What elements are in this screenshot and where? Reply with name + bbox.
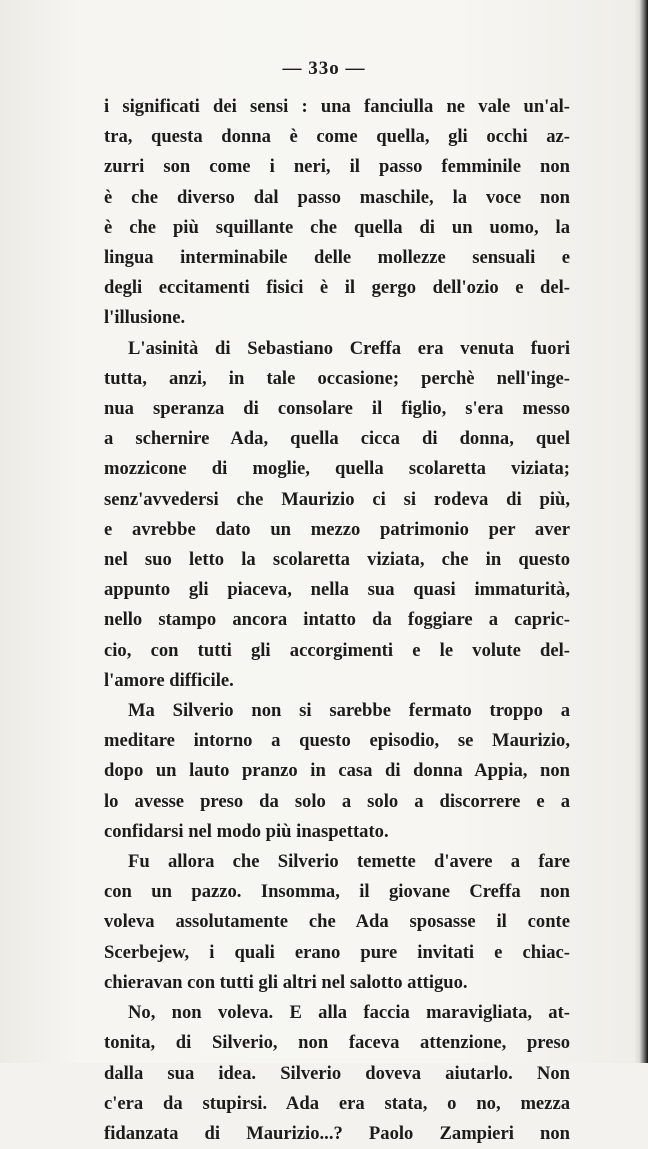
text-line: tra, questa donna è come quella, gli occhi az- [104, 126, 570, 148]
text-line: Scerbejew, i quali erano pure invitati e chiac- [104, 941, 570, 963]
text-line: fidanzata di Maurizio...? Paolo Zampieri non [104, 1122, 570, 1144]
text-line: L'asinità di Sebastiano Creffa era venuta fuori [128, 337, 570, 359]
text-line: mozzicone di moglie, quella scolaretta viziata; [104, 458, 570, 480]
text-line: i significati dei sensi : una fanciulla ne vale un'al- [104, 96, 570, 117]
text-line: tutta, anzi, in tale occasione; perchè nell'inge- [104, 367, 570, 389]
text-line: c'era da stupirsi. Ada era stata, o no, mezza [104, 1092, 570, 1114]
page-edge-shadow [634, 0, 648, 1063]
text-line: zurri son come i neri, il passo femminile non [104, 156, 570, 178]
text-line: con un pazzo. Insomma, il giovane Creffa non [104, 881, 570, 903]
text-line: dopo un lauto pranzo in casa di donna Appia, non [104, 760, 570, 782]
page-number: — 33o — [282, 58, 366, 79]
text-line: tonita, di Silverio, non faceva attenzione, preso [104, 1032, 570, 1054]
paragraph-1 [104, 92, 570, 334]
text-line: confidarsi nel modo più inaspettato. [104, 820, 389, 842]
text-line: è che più squillante che quella di un uomo, la [104, 216, 570, 238]
text-line: a schernire Ada, quella cicca di donna, quel [104, 428, 570, 450]
paragraph-2 [104, 334, 570, 696]
text-line: dalla sua idea. Silverio doveva aiutarlo. Non [104, 1062, 570, 1084]
text-line: Fu allora che Silverio temette d'avere a fare [128, 851, 570, 873]
text-line: meditare intorno a questo episodio, se Maurizio, [104, 730, 570, 752]
paragraph-4 [104, 847, 570, 998]
paragraph-3 [104, 696, 570, 847]
text-line: Ma Silverio non si sarebbe fermato troppo a [128, 700, 570, 722]
text-line: voleva assolutamente che Ada sposasse il conte [104, 911, 570, 933]
text-line: degli eccitamenti fisici è il gergo dell'ozio e del- [104, 277, 570, 299]
text-line: l'illusione. [104, 307, 186, 329]
text-line: lo avesse preso da solo a solo a discorrere e a [104, 790, 570, 812]
page-text [104, 92, 570, 1149]
text-line: cio, con tutti gli accorgimenti e le volute del- [104, 639, 570, 661]
text-line: è che diverso dal passo maschile, la voce non [104, 186, 570, 208]
text-line: appunto gli piaceva, nella sua quasi immaturità, [104, 579, 570, 601]
paragraph-5 [104, 998, 570, 1149]
text-line: nel suo letto la scolaretta viziata, che in questo [104, 549, 570, 571]
text-line: nua speranza di consolare il figlio, s'era messo [104, 398, 570, 420]
text-line: chieravan con tutti gli altri nel salotto attiguo. [104, 971, 468, 993]
text-line: nello stampo ancora intatto da foggiare a capric- [104, 609, 570, 631]
text-line: e avrebbe dato un mezzo patrimonio per aver [104, 518, 570, 540]
text-line: No, non voleva. E alla faccia maravigliata, at- [128, 1002, 570, 1024]
text-line: senz'avvedersi che Maurizio ci si rodeva di più, [104, 488, 570, 510]
text-line: l'amore difficile. [104, 669, 234, 691]
text-line: lingua interminabile delle mollezze sensuali e [104, 247, 570, 269]
